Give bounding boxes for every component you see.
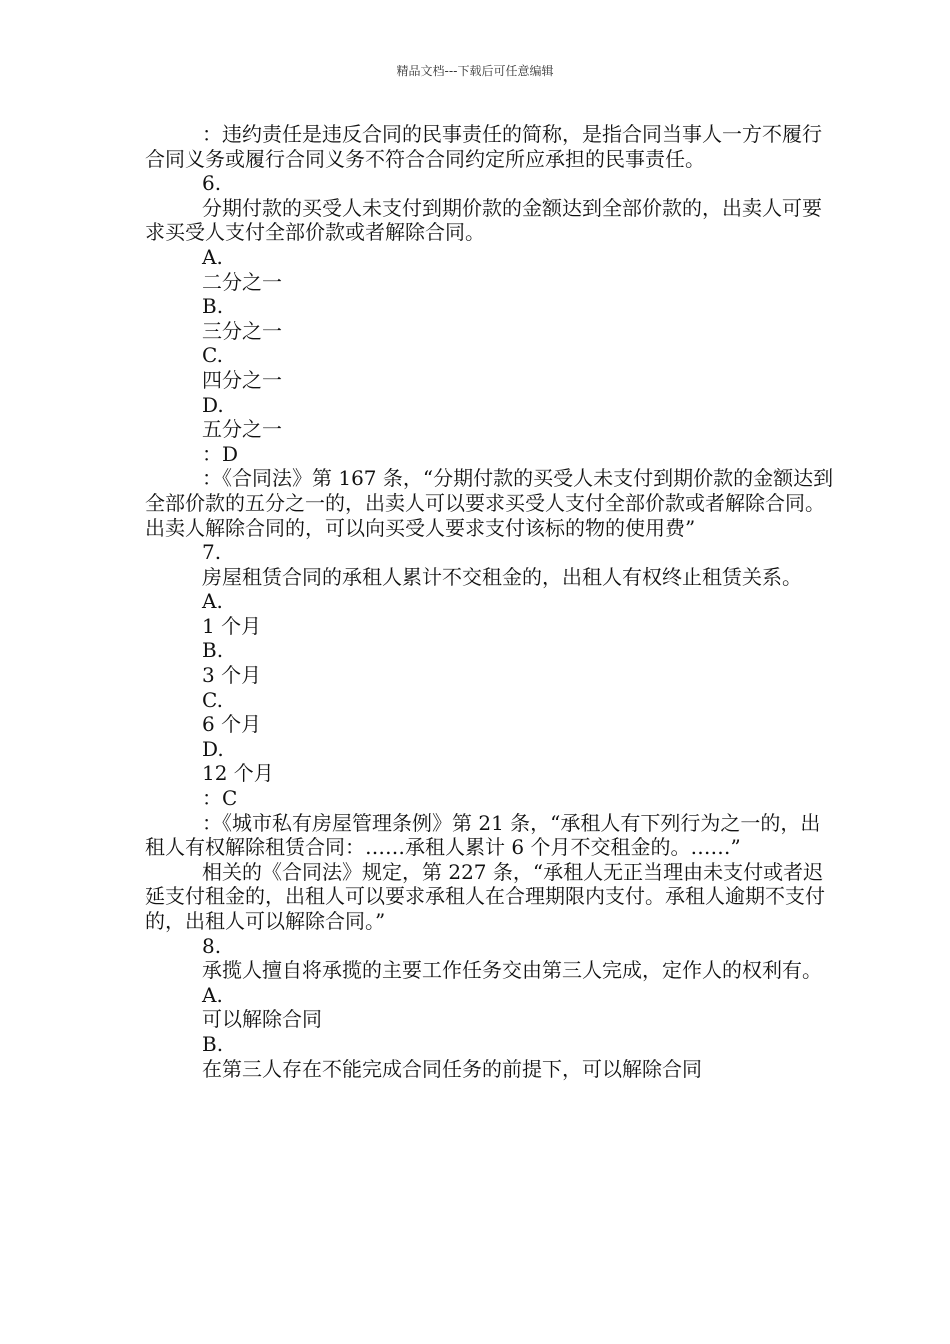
list-line: ：C — [202, 786, 238, 811]
list-line: A. — [202, 244, 223, 269]
paragraph: 承揽人擅自将承揽的主要工作任务交由第三人完成，定作人的权利有。 — [202, 958, 822, 983]
list-line: B. — [202, 638, 224, 663]
paragraph: ：《合同法》第 167 条，“分期付款的买受人未支付到期价款的金额达到全部价款的五分之一的，出卖人可以要求买受人支付全部价款或者解除合同。出卖人解除合同的，可以向买受人要求支付该标的物的使用费” — [145, 466, 834, 540]
list-line: 8. — [202, 933, 222, 958]
list-line: 6 个月 — [202, 712, 262, 737]
list-line: C. — [202, 343, 223, 368]
list-line: 6. — [202, 171, 222, 196]
paragraph: 房屋租赁合同的承租人累计不交租金的，出租人有权终止租赁关系。 — [202, 564, 802, 589]
list-line: ：D — [202, 441, 239, 466]
list-line: 12 个月 — [202, 761, 274, 786]
list-line: B. — [202, 1031, 224, 1056]
paragraph: 分期付款的买受人未支付到期价款的金额达到全部价款的，出卖人可要求买受人支付全部价款或者解除合同。 — [145, 195, 822, 245]
list-line: D. — [202, 392, 224, 417]
paragraph: 相关的《合同法》规定，第 227 条，“承租人无正当理由未支付或者迟延支付租金的，出租人可以要求承租人在合理期限内支付。承租人逾期不支付的，出租人可以解除合同。” — [145, 859, 825, 933]
list-line: B. — [202, 294, 224, 319]
list-line: 五分之一 — [202, 417, 282, 442]
list-line: A. — [202, 982, 223, 1007]
paragraph: ：《城市私有房屋管理条例》第 21 条，“承租人有下列行为之一的，出租人有权解除租赁合同：……承租人累计 6 个月不交租金的。……” — [145, 810, 821, 860]
list-line: 1 个月 — [202, 613, 262, 638]
list-line: 3 个月 — [202, 663, 262, 688]
list-line: 在第三人存在不能完成合同任务的前提下，可以解除合同 — [202, 1056, 702, 1081]
paragraph: ：违约责任是违反合同的民事责任的简称，是指合同当事人一方不履行合同义务或履行合同义务不符合合同约定所应承担的民事责任。 — [145, 122, 822, 171]
page-header: 精品文档---下载后可任意编辑 — [396, 64, 554, 78]
list-line: 四分之一 — [202, 367, 282, 392]
list-line: C. — [202, 687, 223, 712]
list-line: 可以解除合同 — [202, 1007, 322, 1032]
list-line: 三分之一 — [202, 318, 282, 343]
document-body — [145, 122, 835, 1081]
list-line: 7. — [202, 540, 222, 565]
list-line: 二分之一 — [202, 269, 282, 294]
list-line: D. — [202, 736, 224, 761]
list-line: A. — [202, 589, 223, 614]
